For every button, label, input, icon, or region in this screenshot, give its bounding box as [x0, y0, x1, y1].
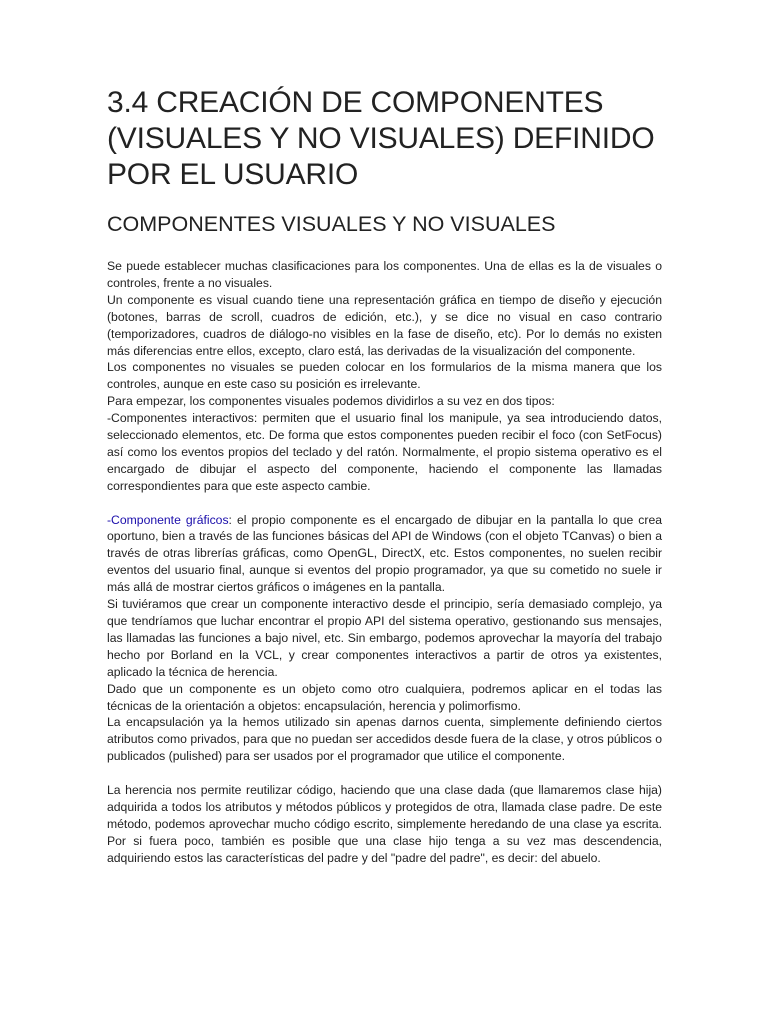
paragraph-intro: Se puede establecer muchas clasificaciones para los componentes. Una de ellas es la de visuales o controles, frente a no visuales. [107, 259, 662, 290]
document-body [107, 258, 662, 867]
document-title: 3.4 CREACIÓN DE COMPONENTES (VISUALES Y NO VISUALES) DEFINIDO POR EL USUARIO [107, 86, 655, 191]
paragraph-graphic-components [107, 512, 662, 597]
paragraph-types-intro: Para empezar, los componentes visuales podemos dividirlos a su vez en dos tipos: [107, 394, 555, 409]
paragraph-oop-techniques: Dado que un componente es un objeto como otro cualquiera, podremos aplicar en el todas las técnicas de la orientación a objetos: encapsulación, herencia y polimorfismo. [107, 681, 662, 713]
paragraph-inheritance: La herencia nos permite reutilizar código, haciendo que una clase dada (que llamaremos clase hija) adquirida a todos los atributos y métodos públicos y protegidos de otra, llamada clase padre. De este método, podemos aprovechar mucho código escrito, simplemente heredando de una clase ya escrita. Por si fuera poco, también es posible que una clase hijo tenga a su vez mas descendencia, adquiriendo estos las características del padre y del "padre del padre", es decir: del abuelo. [107, 783, 662, 865]
paragraph-inheritance-vcl: Si tuviéramos que crear un componente interactivo desde el principio, sería demasiado complejo, ya que tendríamos que luchar encontrar el propio API del sistema operativo, gestionando sus mensajes, las llamadas las funciones a bajo nivel, etc. Sin embargo, podemos aprovechar la mayoría del trabajo hecho por Borland en la VCL, y crear componentes interactivos a partir de otros ya existentes, aplicado la técnica de herencia. [107, 597, 662, 679]
document-page [107, 85, 662, 867]
paragraph-visual-definition: Un componente es visual cuando tiene una representación gráfica en tiempo de diseño y ejecución (botones, barras de scroll, cuadros de edición, etc.), y se dice no visual en caso contrario (temporizadores, cuadros de diálogo-no visibles en la fase de diseño, etc). Por lo demás no existen más diferencias entre ellos, excepto, claro está, las derivadas de la visualización del componente. [107, 292, 662, 358]
section-subtitle: COMPONENTES VISUALES Y NO VISUALES [107, 212, 556, 236]
paragraph-encapsulation: La encapsulación ya la hemos utilizado sin apenas darnos cuenta, simplemente definiendo ciertos atributos como privados, para que no puedan ser accedidos desde fuera de la clase, y otros públicos o publicados (pulished) para ser usados por el programador que utilice el componente. [107, 715, 662, 764]
paragraph-non-visual: Los componentes no visuales se pueden colocar en los formularios de la misma manera que los controles, aunque en este caso su posición es irrelevante. [107, 360, 662, 392]
paragraph-interactive-components: -Componentes interactivos: permiten que el usuario final los manipule, ya sea introduciendo datos, seleccionado elementos, etc. De forma que estos componentes pueden recibir el foco (con SetFocus) así como los eventos propios del teclado y del ratón. Normalmente, el propio sistema operativo es el encargado de dibujar el aspecto del componente, haciendo el componente las llamadas correspondientes para que este aspecto cambie. [107, 411, 662, 493]
graphic-components-link[interactable]: -Componente gráficos [107, 512, 229, 527]
paragraph-spacer [107, 765, 662, 782]
graphic-components-text: : el propio componente es el encargado de dibujar en la pantalla lo que crea oportuno, bien a través de las funciones básicas del API de Windows (con el objeto TCanvas) o bien a través de otras librerías gráficas, como OpenGL, DirectX, etc. Estos componentes, no suelen recibir eventos del usuario final, aunque si eventos del propio programador, ya que su cometido no suele ir más allá de mostrar ciertos gráficos o imágenes en la pantalla. [107, 512, 662, 595]
paragraph-spacer [107, 495, 662, 512]
